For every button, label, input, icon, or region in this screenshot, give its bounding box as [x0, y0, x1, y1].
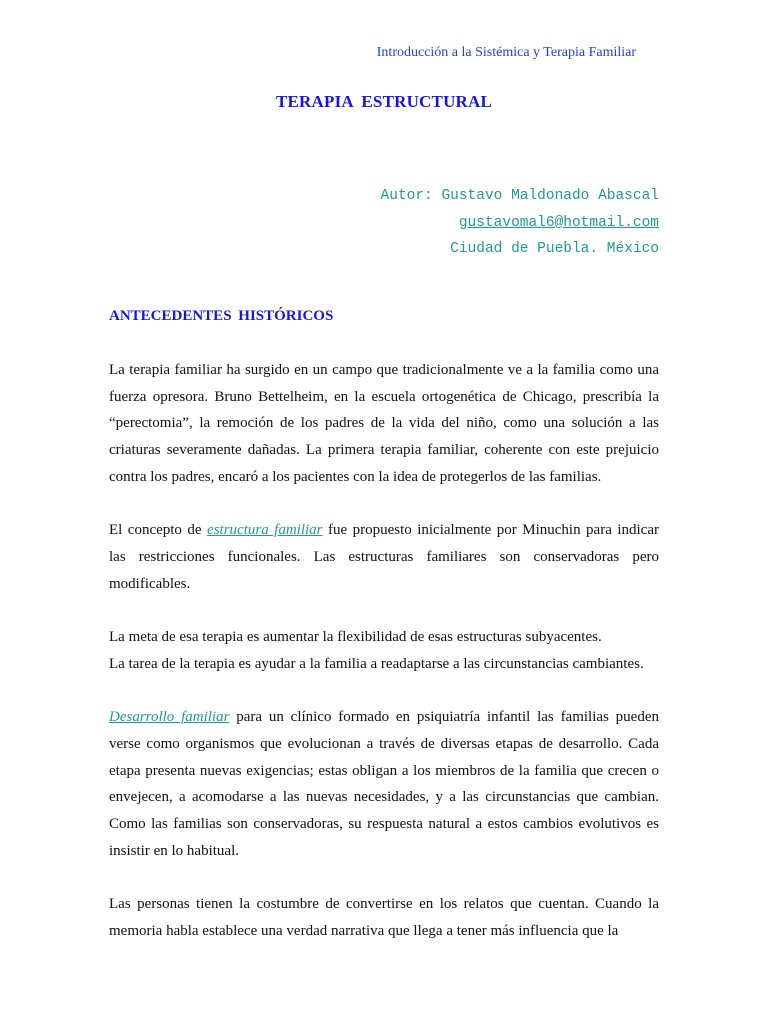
- paragraph-2-rest: fue propuesto inicialmente por Minuchin para indicar las restricciones funcionales. Las estructuras familiares son conservadoras pero modificables.: [109, 522, 659, 592]
- desarrollo-familiar-link[interactable]: Desarrollo familiar: [109, 709, 230, 726]
- paragraph-5: [109, 704, 659, 864]
- document-title: TERAPIA ESTRUCTURAL: [275, 92, 493, 111]
- author-block: [381, 183, 659, 263]
- estructura-familiar-link[interactable]: estructura familiar: [207, 522, 323, 539]
- paragraph-3: La meta de esa terapia es aumentar la flexibilidad de esas estructuras subyacentes.: [109, 629, 602, 645]
- paragraph-4: La tarea de la terapia es ayudar a la familia a readaptarse a las circunstancias cambiantes.: [109, 655, 644, 672]
- paragraph-2-intro: El concepto de: [109, 522, 208, 539]
- section-heading: ANTECEDENTES HISTÓRICOS: [109, 308, 334, 324]
- author-line: Autor: Gustavo Maldonado Abascal: [380, 188, 659, 204]
- author-location: Ciudad de Puebla. México: [450, 241, 659, 257]
- paragraph-6: Las personas tienen la costumbre de convertirse en los relatos que cuentan. Cuando la memoria habla establece una verdad narrativa que llega a tener más influencia que la: [109, 896, 659, 939]
- paragraph-1: La terapia familiar ha surgido en un campo que tradicionalmente ve a la familia como una fuerza opresora. Bruno Bettelheim, en la escuela ortogenética de Chicago, prescribía la “perectomia”, la remoción de los padres de la vida del niño, como una solución a las criaturas severamente dañadas. La primera terapia familiar, coherente con este prejuicio contra los padres, encaró a los pacientes con la idea de protegerlos de las familias.: [109, 362, 659, 485]
- body-text: [109, 357, 659, 971]
- paragraph-5-rest: para un clínico formado en psiquiatría infantil las familias pueden verse como organismos que evolucionan a través de diversas etapas de desarrollo. Cada etapa presenta nuevas exigencias; estas obligan a los miembros de la familia que crecen o envejecen, a acomodarse a las nuevas necesidades, y a las circunstancias que cambian. Como las familias son conservadoras, su respuesta natural a estos cambios evolutivos es insistir en lo habitual.: [109, 709, 660, 859]
- paragraph-2: [109, 517, 659, 597]
- author-email-link[interactable]: gustavomal6@hotmail.com: [458, 214, 659, 231]
- running-header: Introducción a la Sistémica y Terapia Familiar: [376, 45, 636, 60]
